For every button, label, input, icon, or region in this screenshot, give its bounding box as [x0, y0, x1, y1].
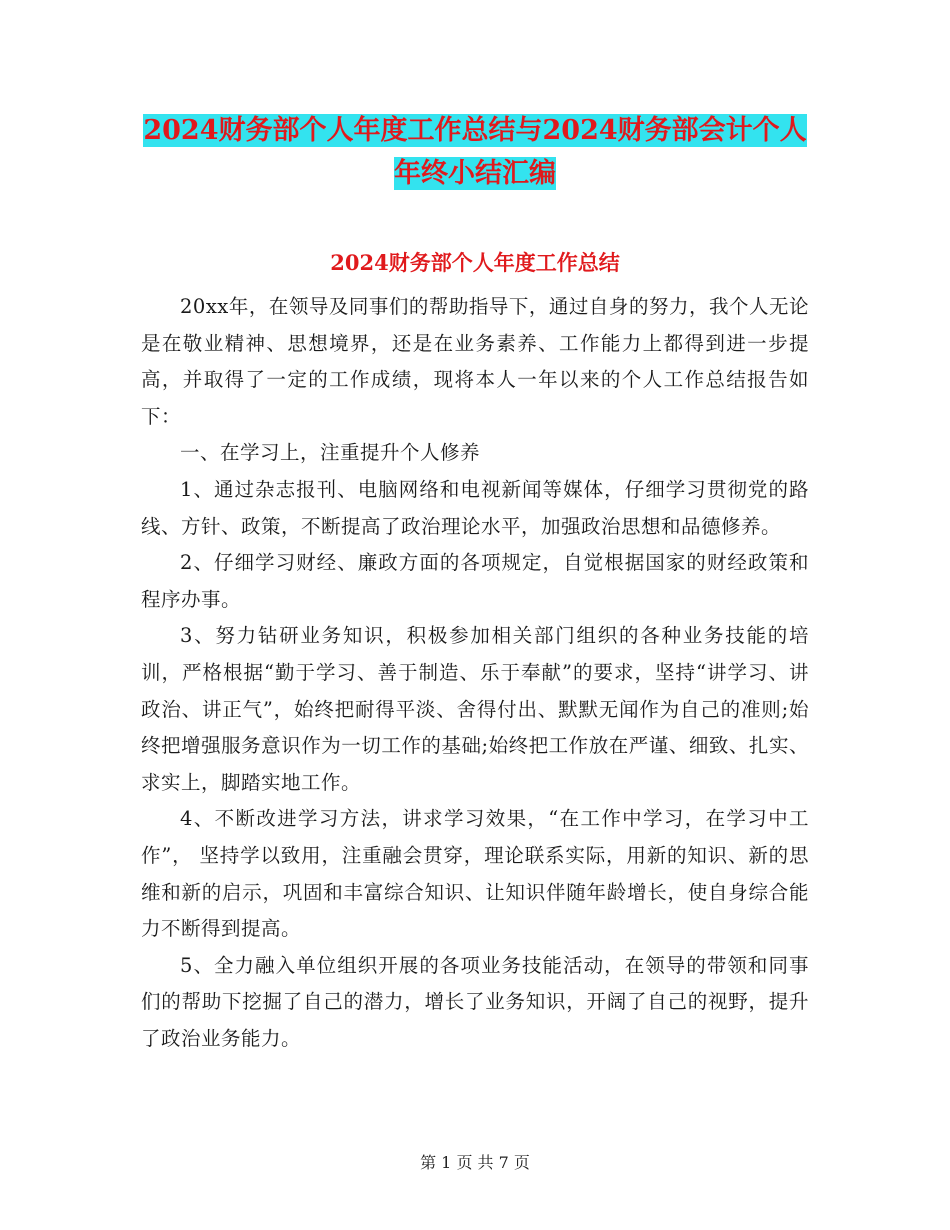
document-title-line-2 [0, 154, 950, 194]
paragraph-heading-1: 一、在学习上，注重提升个人修养 [180, 441, 481, 465]
body-text [141, 289, 809, 1057]
page-footer: 第 1 页 共 7 页 [420, 1153, 530, 1172]
title-highlight: 年终小结汇编 [394, 158, 556, 189]
paragraph-item-4: 4、不断改进学习方法，讲求学习效果，“在工作中学习，在学习中工作”， 坚持学以致用，注重融会贯穿，理论联系实际，用新的知识、新的思维和新的启示，巩固和丰富综合知识、让知识伴随年龄增长，使自身综合能力不断得到提高。 [141, 807, 809, 941]
section-title: 2024财务部个人年度工作总结 [330, 250, 620, 275]
paragraph-item-5: 5、全力融入单位组织开展的各项业务技能活动，在领导的带领和同事们的帮助下挖掘了自己的潜力，增长了业务知识，开阔了自己的视野，提升了政治业务能力。 [141, 953, 809, 1050]
paragraph-item-1: 1、通过杂志报刊、电脑网络和电视新闻等媒体，仔细学习贯彻党的路线、方针、政策，不断提高了政治理论水平，加强政治思想和品德修养。 [141, 477, 809, 538]
paragraph-item-3: 3、努力钻研业务知识，积极参加相关部门组织的各种业务技能的培训，严格根据“勤于学习、善于制造、乐于奉献”的要求，坚持“讲学习、讲政治、讲正气”，始终把耐得平淡、舍得付出、默默无闻作为自己的准则;始终把增强服务意识作为一切工作的基础;始终把工作放在严谨、细致、扎实、求实上，脚踏实地工作。 [141, 624, 809, 794]
document-title-line-1 [0, 111, 950, 151]
title-highlight: 2024财务部个人年度工作总结与2024财务部会计个人 [143, 115, 807, 146]
paragraph-item-2: 2、仔细学习财经、廉政方面的各项规定，自觉根据国家的财经政策和程序办事。 [141, 551, 809, 611]
paragraph-intro: 20xx年，在领导及同事们的帮助指导下，通过自身的努力，我个人无论是在敬业精神、思想境界，还是在业务素养、工作能力上都得到进一步提高，并取得了一定的工作成绩，现将本人一年以来的个人工作总结报告如下： [141, 295, 809, 428]
